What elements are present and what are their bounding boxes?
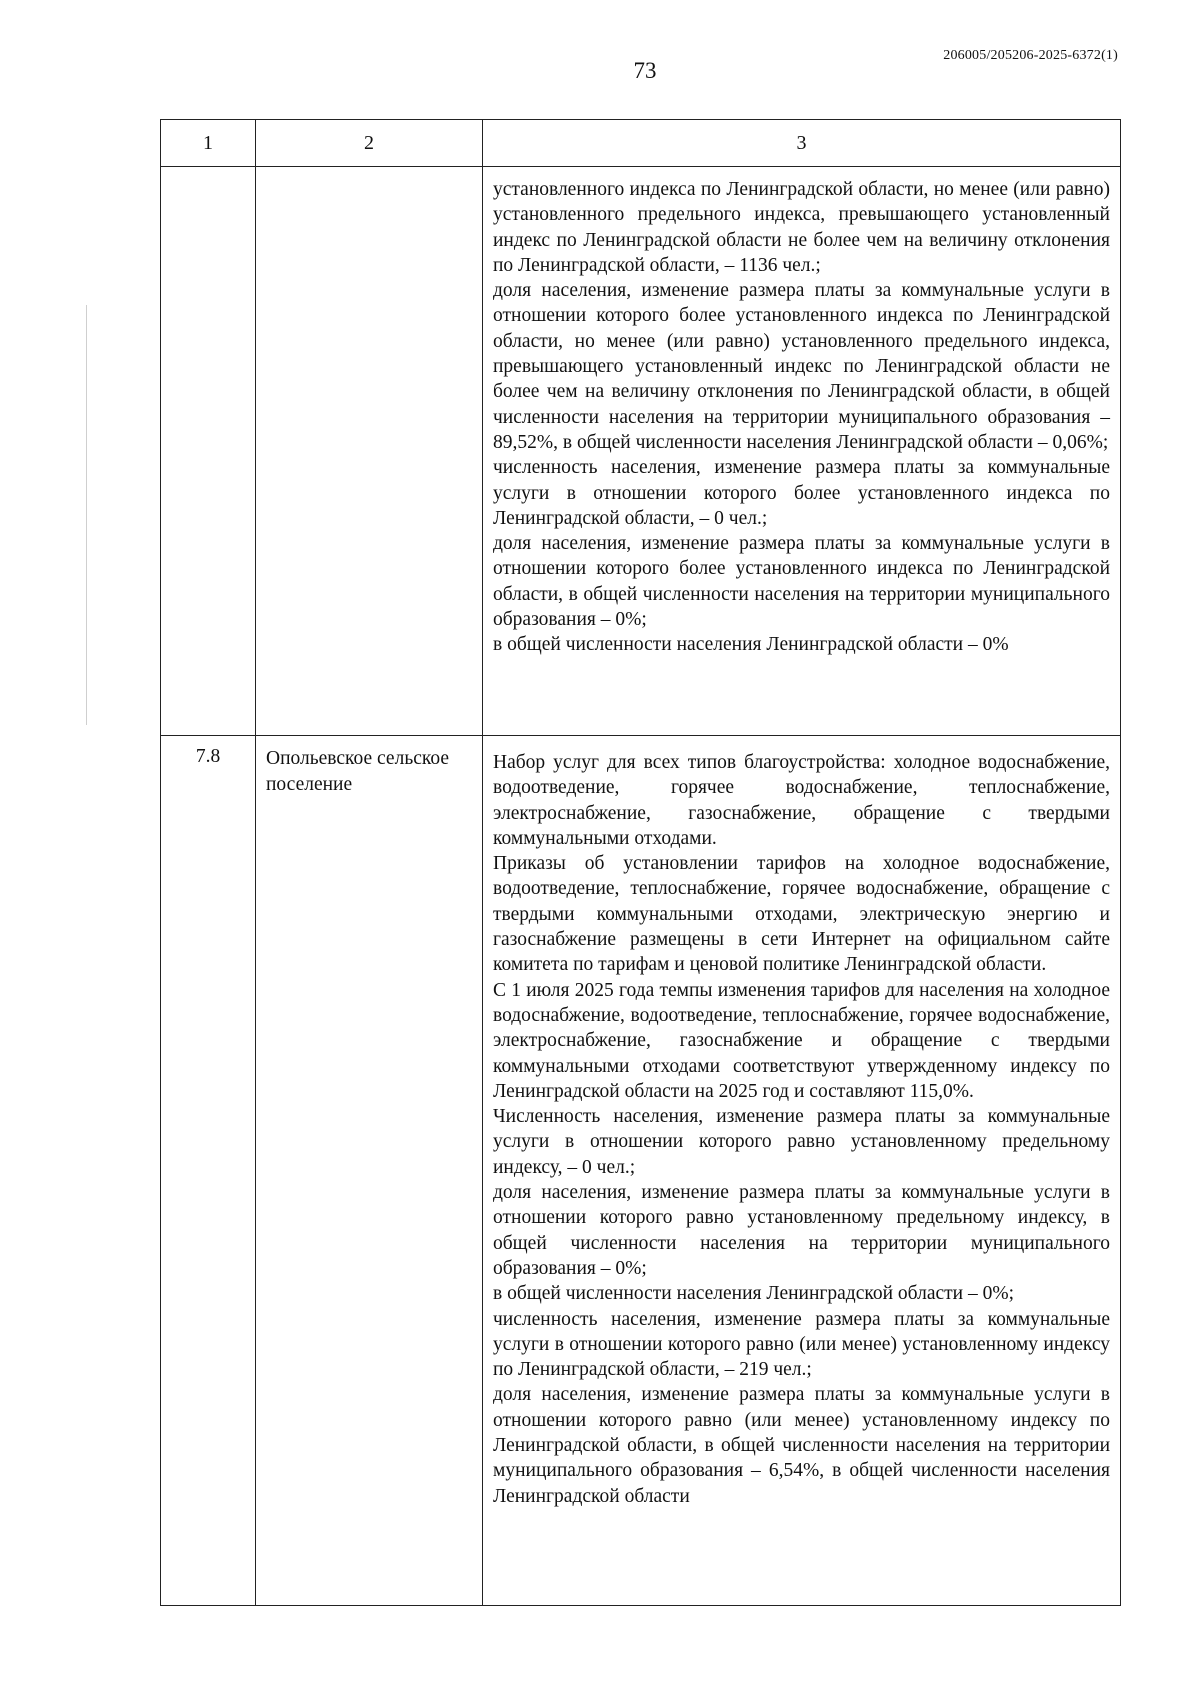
row-number xyxy=(161,167,256,736)
document-id: 206005/205206-2025-6372(1) xyxy=(943,48,1118,63)
paragraph: Набор услуг для всех типов благоустройства: холодное водоснабжение, водоотведение, горячее водоснабжение, теплоснабжение, электроснабжение, газоснабжение, обращение с твердыми коммунальными отходами. xyxy=(493,752,1110,849)
margin-line xyxy=(86,305,87,725)
paragraph: доля населения, изменение размера платы за коммунальные услуги в отношении которого равно (или менее) установленному индексу по Ленинградской области, в общей численности населения на территории муниципального образования – 6,54%, в общей численности населения Ленинградской области xyxy=(493,1384,1110,1507)
table-row-7-8 xyxy=(161,736,1121,1606)
paragraph: в общей численности населения Ленинградской области – 0% xyxy=(493,634,1009,656)
paragraph: численность населения, изменение размера платы за коммунальные услуги в отношении которого равно (или менее) установленному индексу по Ленинградской области, – 219 чел.; xyxy=(493,1308,1110,1381)
description-cell xyxy=(483,736,1121,1606)
column-header-1: 1 xyxy=(161,120,256,167)
row-number: 7.8 xyxy=(161,736,256,1606)
paragraph: установленного индекса по Ленинградской области, но менее (или равно) установленного предельного индекса, превышающего установленный индекс по Ленинградской области не более чем на величину отклонения по Ленинградской области, – 1136 чел.; xyxy=(493,179,1110,276)
paragraph: численность населения, изменение размера платы за коммунальные услуги в отношении которого более установленного индекса по Ленинградской области, – 0 чел.; xyxy=(493,457,1110,529)
column-header-2: 2 xyxy=(256,120,483,167)
paragraph: С 1 июля 2025 года темпы изменения тарифов для населения на холодное водоснабжение, водоотведение, теплоснабжение, горячее водоснабжение, электроснабжение, газоснабжение и обращение с твердыми коммунальными отходами соответствуют утвержденному индексу по Ленинградской области на 2025 год и составляют 115,0%. xyxy=(493,979,1110,1102)
paragraph: Приказы об установлении тарифов на холодное водоснабжение, водоотведение, теплоснабжение, горячее водоснабжение, обращение с твердыми коммунальными отходами, электрическую энергию и газоснабжение размещены в сети Интернет на официальном сайте комитета по тарифам и ценовой политике Ленинградской области. xyxy=(493,853,1110,976)
paragraph: доля населения, изменение размера платы за коммунальные услуги в отношении которого более установленного индекса по Ленинградской области, в общей численности населения на территории муниципального образования – 0%; xyxy=(493,533,1110,631)
paragraph: доля населения, изменение размера платы за коммунальные услуги в отношении которого равно установленному предельному индексу, в общей численности населения на территории муниципального образования – 0%; xyxy=(493,1182,1110,1279)
table-header-row xyxy=(161,120,1121,167)
column-header-3: 3 xyxy=(483,120,1121,167)
municipality-name: Опольевское сельское поселение xyxy=(256,736,483,1606)
paragraph: доля населения, изменение размера платы за коммунальные услуги в отношении которого более установленного индекса по Ленинградской области, но менее (или равно) установленного предельного индекса, превышающего установленный индекс по Ленинградской области не более чем на величину отклонения по Ленинградской области, в общей численности населения на территории муниципального образования – 89,52%, в общей численности населения Ленинградской области – 0,06%; xyxy=(493,280,1110,453)
paragraph: Численность населения, изменение размера платы за коммунальные услуги в отношении которого равно установленному предельному индексу, – 0 чел.; xyxy=(493,1106,1110,1178)
municipality-name xyxy=(256,167,483,736)
data-table xyxy=(160,119,1121,1606)
page-number: 73 xyxy=(633,58,657,83)
table-row-continuation xyxy=(161,167,1121,736)
description-cell xyxy=(483,167,1121,736)
paragraph: в общей численности населения Ленинградской области – 0%; xyxy=(493,1283,1015,1305)
